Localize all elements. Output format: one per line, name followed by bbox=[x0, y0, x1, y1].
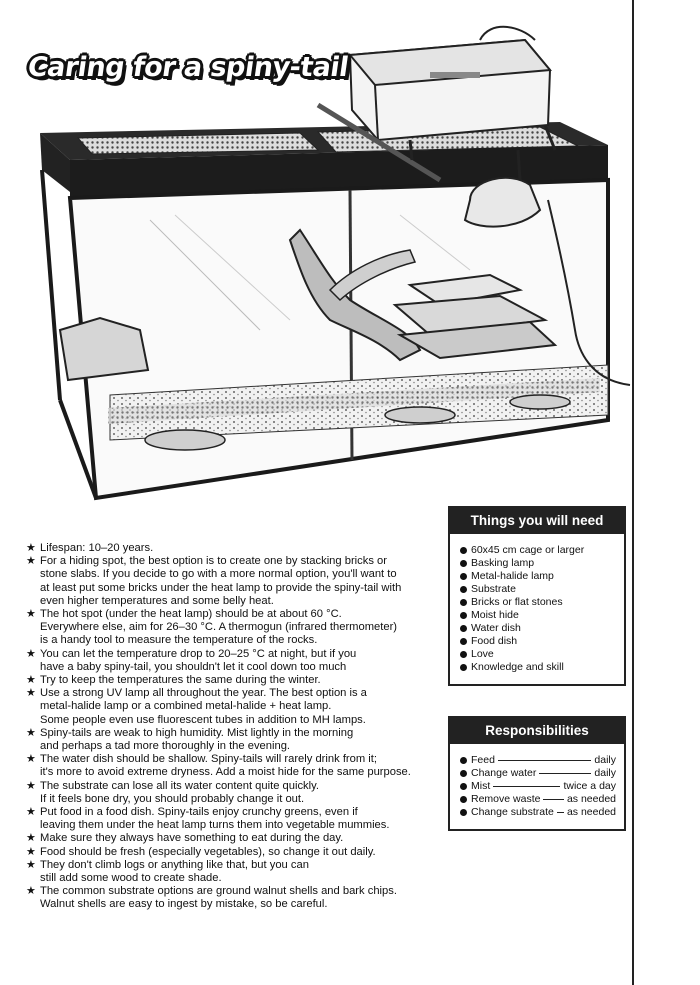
star-bullet-icon: ★ bbox=[26, 845, 37, 858]
note-item: ★ The water dish should be shallow. Spiny-tails will rarely drink from it; it's more to avoid extreme dryness. Add a moist hide for the same purpose. bbox=[26, 753, 411, 779]
frequency-label: twice a day bbox=[563, 780, 616, 792]
list-item: Substrate bbox=[460, 583, 616, 596]
responsibilities-list bbox=[450, 744, 624, 829]
frequency-label: daily bbox=[594, 754, 616, 766]
star-bullet-icon: ★ bbox=[26, 753, 37, 766]
list-item: Basking lamp bbox=[460, 557, 616, 570]
bullet-icon bbox=[460, 809, 467, 816]
star-bullet-icon: ★ bbox=[26, 687, 37, 700]
task-label: Change water bbox=[471, 767, 537, 779]
star-bullet-icon: ★ bbox=[26, 885, 37, 898]
star-bullet-icon: ★ bbox=[26, 858, 37, 871]
bullet-icon bbox=[460, 638, 467, 645]
things-box-header: Things you will need bbox=[450, 508, 624, 534]
star-bullet-icon: ★ bbox=[26, 806, 37, 819]
star-bullet-icon: ★ bbox=[26, 726, 37, 739]
note-item: ★ Food should be fresh (especially vegetables), so change it out daily. bbox=[26, 845, 376, 858]
list-item bbox=[460, 806, 616, 819]
bullet-icon bbox=[460, 651, 467, 658]
bullet-icon bbox=[460, 757, 467, 764]
responsibilities-box bbox=[448, 716, 626, 831]
star-bullet-icon: ★ bbox=[26, 608, 37, 621]
frequency-label: as needed bbox=[566, 793, 616, 805]
note-item: ★ They don't climb logs or anything like that, but you can still add some wood to create shade. bbox=[26, 858, 309, 885]
bullet-icon bbox=[460, 796, 467, 803]
note-item: ★ Lifespan: 10–20 years. bbox=[26, 542, 154, 554]
task-label: Feed bbox=[471, 754, 495, 766]
leader-line bbox=[557, 812, 564, 813]
list-item: Food dish bbox=[460, 635, 616, 648]
leader-line bbox=[539, 773, 591, 774]
bullet-icon bbox=[460, 625, 467, 632]
bullet-icon bbox=[460, 783, 467, 790]
page-title: Caring for a spiny-tail bbox=[25, 52, 351, 83]
things-list bbox=[450, 534, 624, 684]
list-item bbox=[460, 793, 616, 806]
list-item: 60x45 cm cage or larger bbox=[460, 544, 616, 557]
star-bullet-icon: ★ bbox=[26, 674, 37, 687]
leader-line bbox=[498, 760, 591, 761]
frequency-label: daily bbox=[594, 767, 616, 779]
care-notes-list bbox=[26, 542, 426, 912]
list-item bbox=[460, 754, 616, 767]
bullet-icon bbox=[460, 664, 467, 671]
note-item: ★ The common substrate options are ground walnut shells and bark chips. Walnut shells are easy to ingest by mistake, so be careful. bbox=[26, 885, 397, 911]
list-item: Water dish bbox=[460, 622, 616, 635]
list-item bbox=[460, 780, 616, 793]
list-item: Knowledge and skill bbox=[460, 661, 616, 674]
star-bullet-icon: ★ bbox=[26, 647, 37, 660]
list-item: Bricks or flat stones bbox=[460, 596, 616, 609]
bullet-icon bbox=[460, 770, 467, 777]
list-item: Love bbox=[460, 648, 616, 661]
bullet-icon bbox=[460, 560, 467, 567]
bullet-icon bbox=[460, 586, 467, 593]
note-item: ★ Spiny-tails are weak to high humidity. Mist lightly in the morning and perhaps a tad more thoroughly in the evening. bbox=[26, 726, 354, 753]
note-item: ★ You can let the temperature drop to 20–25 °C at night, but if you have a baby spiny-tail, you shouldn't let it cool down too much bbox=[26, 647, 357, 673]
note-item: ★ Make sure they always have something to eat during the day. bbox=[26, 832, 344, 845]
leader-line bbox=[493, 786, 560, 787]
bullet-icon bbox=[460, 612, 467, 619]
leader-line bbox=[543, 799, 564, 800]
responsibilities-header: Responsibilities bbox=[450, 718, 624, 744]
star-bullet-icon: ★ bbox=[26, 555, 37, 568]
bullet-icon bbox=[460, 573, 467, 580]
list-item: Metal-halide lamp bbox=[460, 570, 616, 583]
note-item: ★ For a hiding spot, the best option is to create one by stacking bricks or stone slabs. If you decide to go with a more normal option, you'll want to at least put some bricks under the heat lamp to provide the spiny-tail with even higher temperatures and some belly heat. bbox=[26, 555, 402, 607]
frequency-label: as needed bbox=[566, 806, 616, 818]
star-bullet-icon: ★ bbox=[26, 832, 37, 845]
star-bullet-icon: ★ bbox=[26, 779, 37, 792]
bullet-icon bbox=[460, 599, 467, 606]
note-item: ★ The substrate can lose all its water content quite quickly. If it feels bone dry, you should probably change it out. bbox=[26, 779, 319, 805]
note-item: ★ Try to keep the temperatures the same during the winter. bbox=[26, 674, 321, 687]
note-item: ★ The hot spot (under the heat lamp) should be at about 60 °C. Everywhere else, aim for 26–30 °C. A thermogun (infrared thermometer) is a handy tool to measure the temperature of the rocks. bbox=[26, 608, 398, 647]
note-item: ★ Use a strong UV lamp all throughout the year. The best option is a metal-halide lamp or a combined metal-halide + heat lamp. Some people even use fluorescent tubes in addition to MH lamps. bbox=[26, 687, 367, 726]
note-item: ★ Put food in a food dish. Spiny-tails enjoy crunchy greens, even if leaving them under the heat lamp turns them into vegetable mummies. bbox=[26, 806, 390, 832]
list-item: Moist hide bbox=[460, 609, 616, 622]
star-bullet-icon: ★ bbox=[26, 542, 37, 554]
task-label: Remove waste bbox=[471, 793, 541, 805]
things-you-will-need-box bbox=[448, 506, 626, 686]
list-item bbox=[460, 767, 616, 780]
bullet-icon bbox=[460, 547, 467, 554]
task-label: Change substrate bbox=[471, 806, 554, 818]
task-label: Mist bbox=[471, 780, 491, 792]
